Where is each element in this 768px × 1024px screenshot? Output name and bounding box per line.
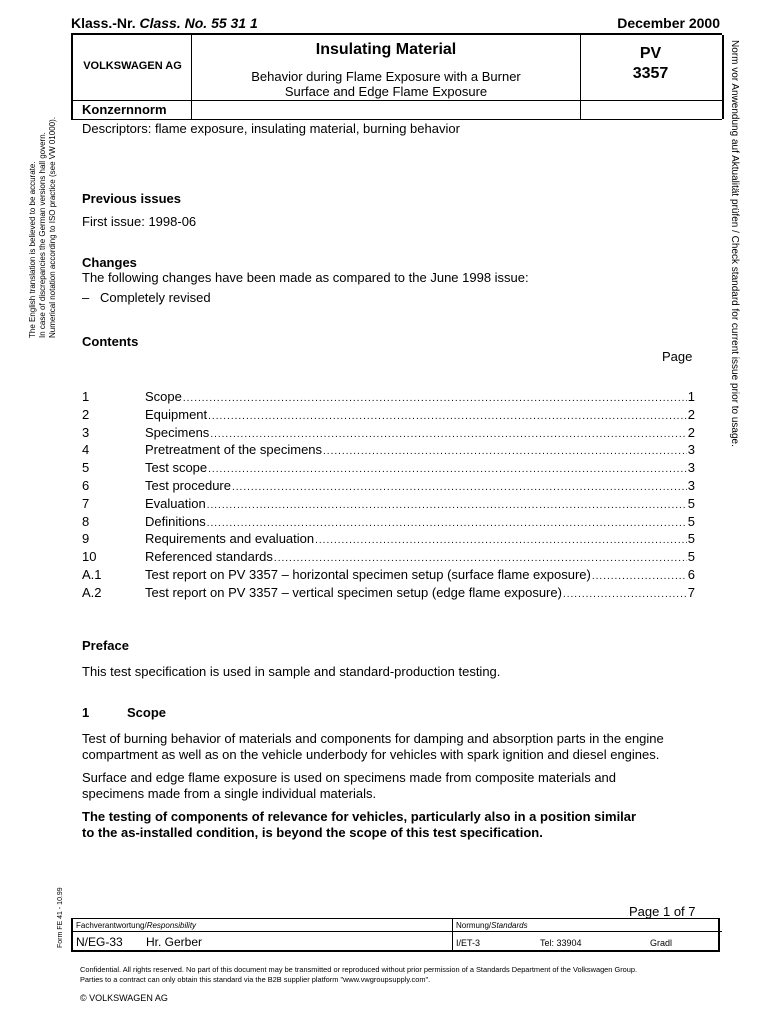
notice-line: Confidential. All rights reserved. No part of this document may be transmitted or reproduced without prior permission of a Standards Department of the Volkswagen Group. bbox=[80, 965, 638, 974]
toc-entry-title: Requirements and evaluation bbox=[145, 531, 315, 547]
toc-entry-number: 9 bbox=[82, 531, 90, 547]
descriptors: Descriptors: flame exposure, insulating material, burning behavior bbox=[82, 121, 460, 136]
toc-entry-number: 1 bbox=[82, 389, 90, 404]
toc-entry bbox=[82, 531, 695, 548]
translation-note bbox=[28, 117, 58, 338]
toc-leader-dots bbox=[207, 518, 687, 529]
toc-entry bbox=[82, 407, 695, 424]
toc-entry-body bbox=[145, 585, 695, 600]
toc-entry-number: 8 bbox=[82, 513, 90, 529]
form-number: Form FE 41 - 10.99 bbox=[57, 887, 64, 948]
toc-entry-body bbox=[145, 531, 695, 546]
changes-heading: Changes bbox=[82, 255, 137, 270]
toc-entry-body bbox=[145, 425, 695, 440]
subtitle-line: Surface and Edge Flame Exposure bbox=[284, 84, 488, 99]
toc-leader-dots bbox=[274, 553, 687, 564]
toc-leader-dots bbox=[208, 411, 687, 422]
toc-entry bbox=[82, 442, 695, 459]
toc-entry-page: 3 bbox=[687, 460, 695, 476]
toc-entry-title: Test report on PV 3357 – horizontal specimen setup (surface flame exposure) bbox=[145, 567, 591, 582]
toc-entry-title: Test scope bbox=[145, 460, 208, 476]
toc-entry-number: A.1 bbox=[82, 567, 102, 582]
pv-label: PV bbox=[639, 45, 662, 62]
toc-entry-page: 3 bbox=[687, 478, 695, 493]
divider bbox=[452, 918, 453, 951]
document-subtitle bbox=[192, 69, 580, 99]
responsibility-label bbox=[76, 921, 196, 930]
issue-date: December 2000 bbox=[617, 15, 720, 31]
toc-entry-title: Specimens bbox=[145, 424, 210, 440]
translation-note-line: Numerical notation according to ISO practice (see VW 01000). bbox=[48, 117, 57, 338]
changes-item: Completely revised bbox=[100, 290, 211, 305]
changes-dash: – bbox=[82, 290, 90, 305]
toc-entry bbox=[82, 567, 695, 584]
toc-entry-body bbox=[145, 514, 695, 529]
check-standard-note: Norm vor Anwendung auf Aktualität prüfen / Check standard for current issue prior to usage. bbox=[729, 40, 740, 447]
standards-dept: I/ET-3 bbox=[456, 938, 481, 948]
toc-entry-number: 4 bbox=[82, 442, 90, 458]
toc-entry-title: Evaluation bbox=[145, 495, 206, 511]
page-number: Page 1 of 7 bbox=[629, 904, 696, 919]
toc-entry-page: 2 bbox=[687, 406, 695, 422]
toc-entry bbox=[82, 425, 695, 442]
toc-entry-body bbox=[145, 549, 695, 564]
toc-entry-page: 5 bbox=[687, 531, 695, 547]
toc-leader-dots bbox=[592, 571, 687, 582]
preface-text: This test specification is used in sample and standard-production testing. bbox=[82, 664, 501, 679]
toc-entry-page: 3 bbox=[687, 442, 695, 458]
divider bbox=[71, 931, 722, 932]
standards-label bbox=[456, 921, 528, 930]
toc-entry-title: Referenced standards bbox=[145, 549, 273, 565]
pv-number: 3357 bbox=[632, 65, 669, 82]
konzernnorm-label: Konzernnorm bbox=[82, 102, 167, 117]
toc-entry-page: 6 bbox=[687, 567, 695, 582]
toc-entry bbox=[82, 478, 695, 495]
toc-entry-body bbox=[145, 567, 695, 582]
scope-paragraph-2 bbox=[82, 770, 702, 802]
responsibility-name: Hr. Gerber bbox=[146, 935, 203, 949]
toc-entry-body bbox=[145, 389, 695, 404]
responsibility-dept: N/EG-33 bbox=[76, 935, 123, 949]
toc-leader-dots bbox=[563, 589, 687, 600]
toc-entry-title: Scope bbox=[145, 389, 182, 404]
paragraph-line: Surface and edge flame exposure is used on specimens made from composite materials and bbox=[82, 770, 617, 785]
changes-text: The following changes have been made as compared to the June 1998 issue: bbox=[82, 270, 529, 285]
subtitle-line: Behavior during Flame Exposure with a Burner bbox=[251, 69, 521, 84]
class-label: Class. No. 55 31 1 bbox=[139, 15, 258, 31]
paragraph-line: The testing of components of relevance for vehicles, particularly also in a position similar bbox=[82, 809, 637, 824]
toc-entry bbox=[82, 549, 695, 566]
standards-tel: Tel: 33904 bbox=[540, 938, 582, 948]
toc-entry-title: Equipment bbox=[145, 406, 208, 422]
toc-leader-dots bbox=[210, 429, 686, 440]
toc-entry-number: 7 bbox=[82, 495, 90, 511]
toc-entry-number: 6 bbox=[82, 478, 90, 493]
toc-entry-title: Test report on PV 3357 – vertical specimen setup (edge flame exposure) bbox=[145, 584, 562, 600]
standards-label-italic: Standards bbox=[491, 921, 528, 930]
toc-entry bbox=[82, 585, 695, 602]
divider bbox=[71, 119, 722, 120]
translation-note-line: In case of discrepancies the German versions hall govern. bbox=[38, 132, 47, 338]
toc-leader-dots bbox=[207, 500, 687, 511]
class-number bbox=[71, 15, 258, 31]
toc-entry-number: 2 bbox=[82, 406, 90, 422]
page-column-label: Page bbox=[662, 349, 693, 364]
toc-entry-body bbox=[145, 442, 695, 457]
toc-leader-dots bbox=[183, 393, 687, 404]
toc-entry-page: 5 bbox=[687, 513, 695, 529]
notice-line: Parties to a contract can only obtain this standard via the B2B supplier platform "www.vwgroupsupply.com". bbox=[80, 975, 431, 984]
toc-entry-number: 5 bbox=[82, 460, 90, 476]
contents-heading: Contents bbox=[82, 334, 139, 349]
toc-leader-dots bbox=[208, 464, 687, 475]
toc-entry-page: 5 bbox=[687, 495, 695, 511]
copyright: © VOLKSWAGEN AG bbox=[80, 993, 168, 1003]
standards-label-text: Normung/ bbox=[456, 921, 492, 930]
scope-number: 1 bbox=[82, 705, 90, 720]
divider bbox=[71, 100, 722, 101]
translation-note-line: The English translation is believed to be accurate. bbox=[28, 161, 37, 338]
toc-leader-dots bbox=[232, 482, 687, 493]
previous-issues-heading: Previous issues bbox=[82, 191, 181, 206]
toc-entry-body bbox=[145, 496, 695, 511]
scope-paragraph-3 bbox=[82, 809, 707, 841]
toc-entry-page: 2 bbox=[687, 424, 695, 440]
toc-leader-dots bbox=[315, 535, 687, 546]
confidentiality-notice bbox=[80, 965, 720, 985]
toc-entry-page: 1 bbox=[687, 389, 695, 404]
previous-issues-text: First issue: 1998-06 bbox=[82, 214, 197, 229]
scope-paragraph-1 bbox=[82, 731, 702, 763]
paragraph-line: specimens made from a single individual materials. bbox=[82, 786, 377, 801]
responsibility-label-text: Fachverantwortung/ bbox=[76, 921, 147, 930]
scope-heading: Scope bbox=[127, 705, 167, 720]
toc-entry-page: 7 bbox=[687, 584, 695, 600]
standards-name: Gradl bbox=[650, 938, 673, 948]
toc-entry-body bbox=[145, 460, 695, 475]
toc-entry-title: Test procedure bbox=[145, 478, 231, 493]
toc-entry-number: 10 bbox=[82, 549, 97, 565]
document-title: Insulating Material bbox=[315, 41, 457, 58]
responsibility-label-italic: Responsibility bbox=[146, 921, 197, 930]
preface-heading: Preface bbox=[82, 638, 129, 653]
toc-entry bbox=[82, 514, 695, 531]
toc-entry-number: A.2 bbox=[82, 584, 102, 600]
toc-entry bbox=[82, 460, 695, 477]
company-name: VOLKSWAGEN AG bbox=[83, 60, 182, 72]
toc-entry-page: 5 bbox=[687, 549, 695, 565]
toc-leader-dots bbox=[323, 446, 687, 457]
paragraph-line: Test of burning behavior of materials and components for damping and absorption parts in the engine bbox=[82, 731, 664, 746]
toc-entry bbox=[82, 496, 695, 513]
toc-entry-number: 3 bbox=[82, 424, 90, 440]
toc-entry-title: Pretreatment of the specimens bbox=[145, 442, 323, 458]
toc-entry-body bbox=[145, 407, 695, 422]
toc-entry-title: Definitions bbox=[145, 513, 206, 529]
paragraph-line: compartment as well as on the vehicle underbody for vehicles with spark ignition and diesel engines. bbox=[82, 747, 660, 762]
toc-entry-body bbox=[145, 478, 695, 493]
paragraph-line: to the as-installed condition, is beyond the scope of this test specification. bbox=[82, 825, 543, 840]
standard-number bbox=[581, 44, 720, 84]
class-prefix: Klass.-Nr. bbox=[71, 15, 136, 31]
toc-entry bbox=[82, 389, 695, 406]
